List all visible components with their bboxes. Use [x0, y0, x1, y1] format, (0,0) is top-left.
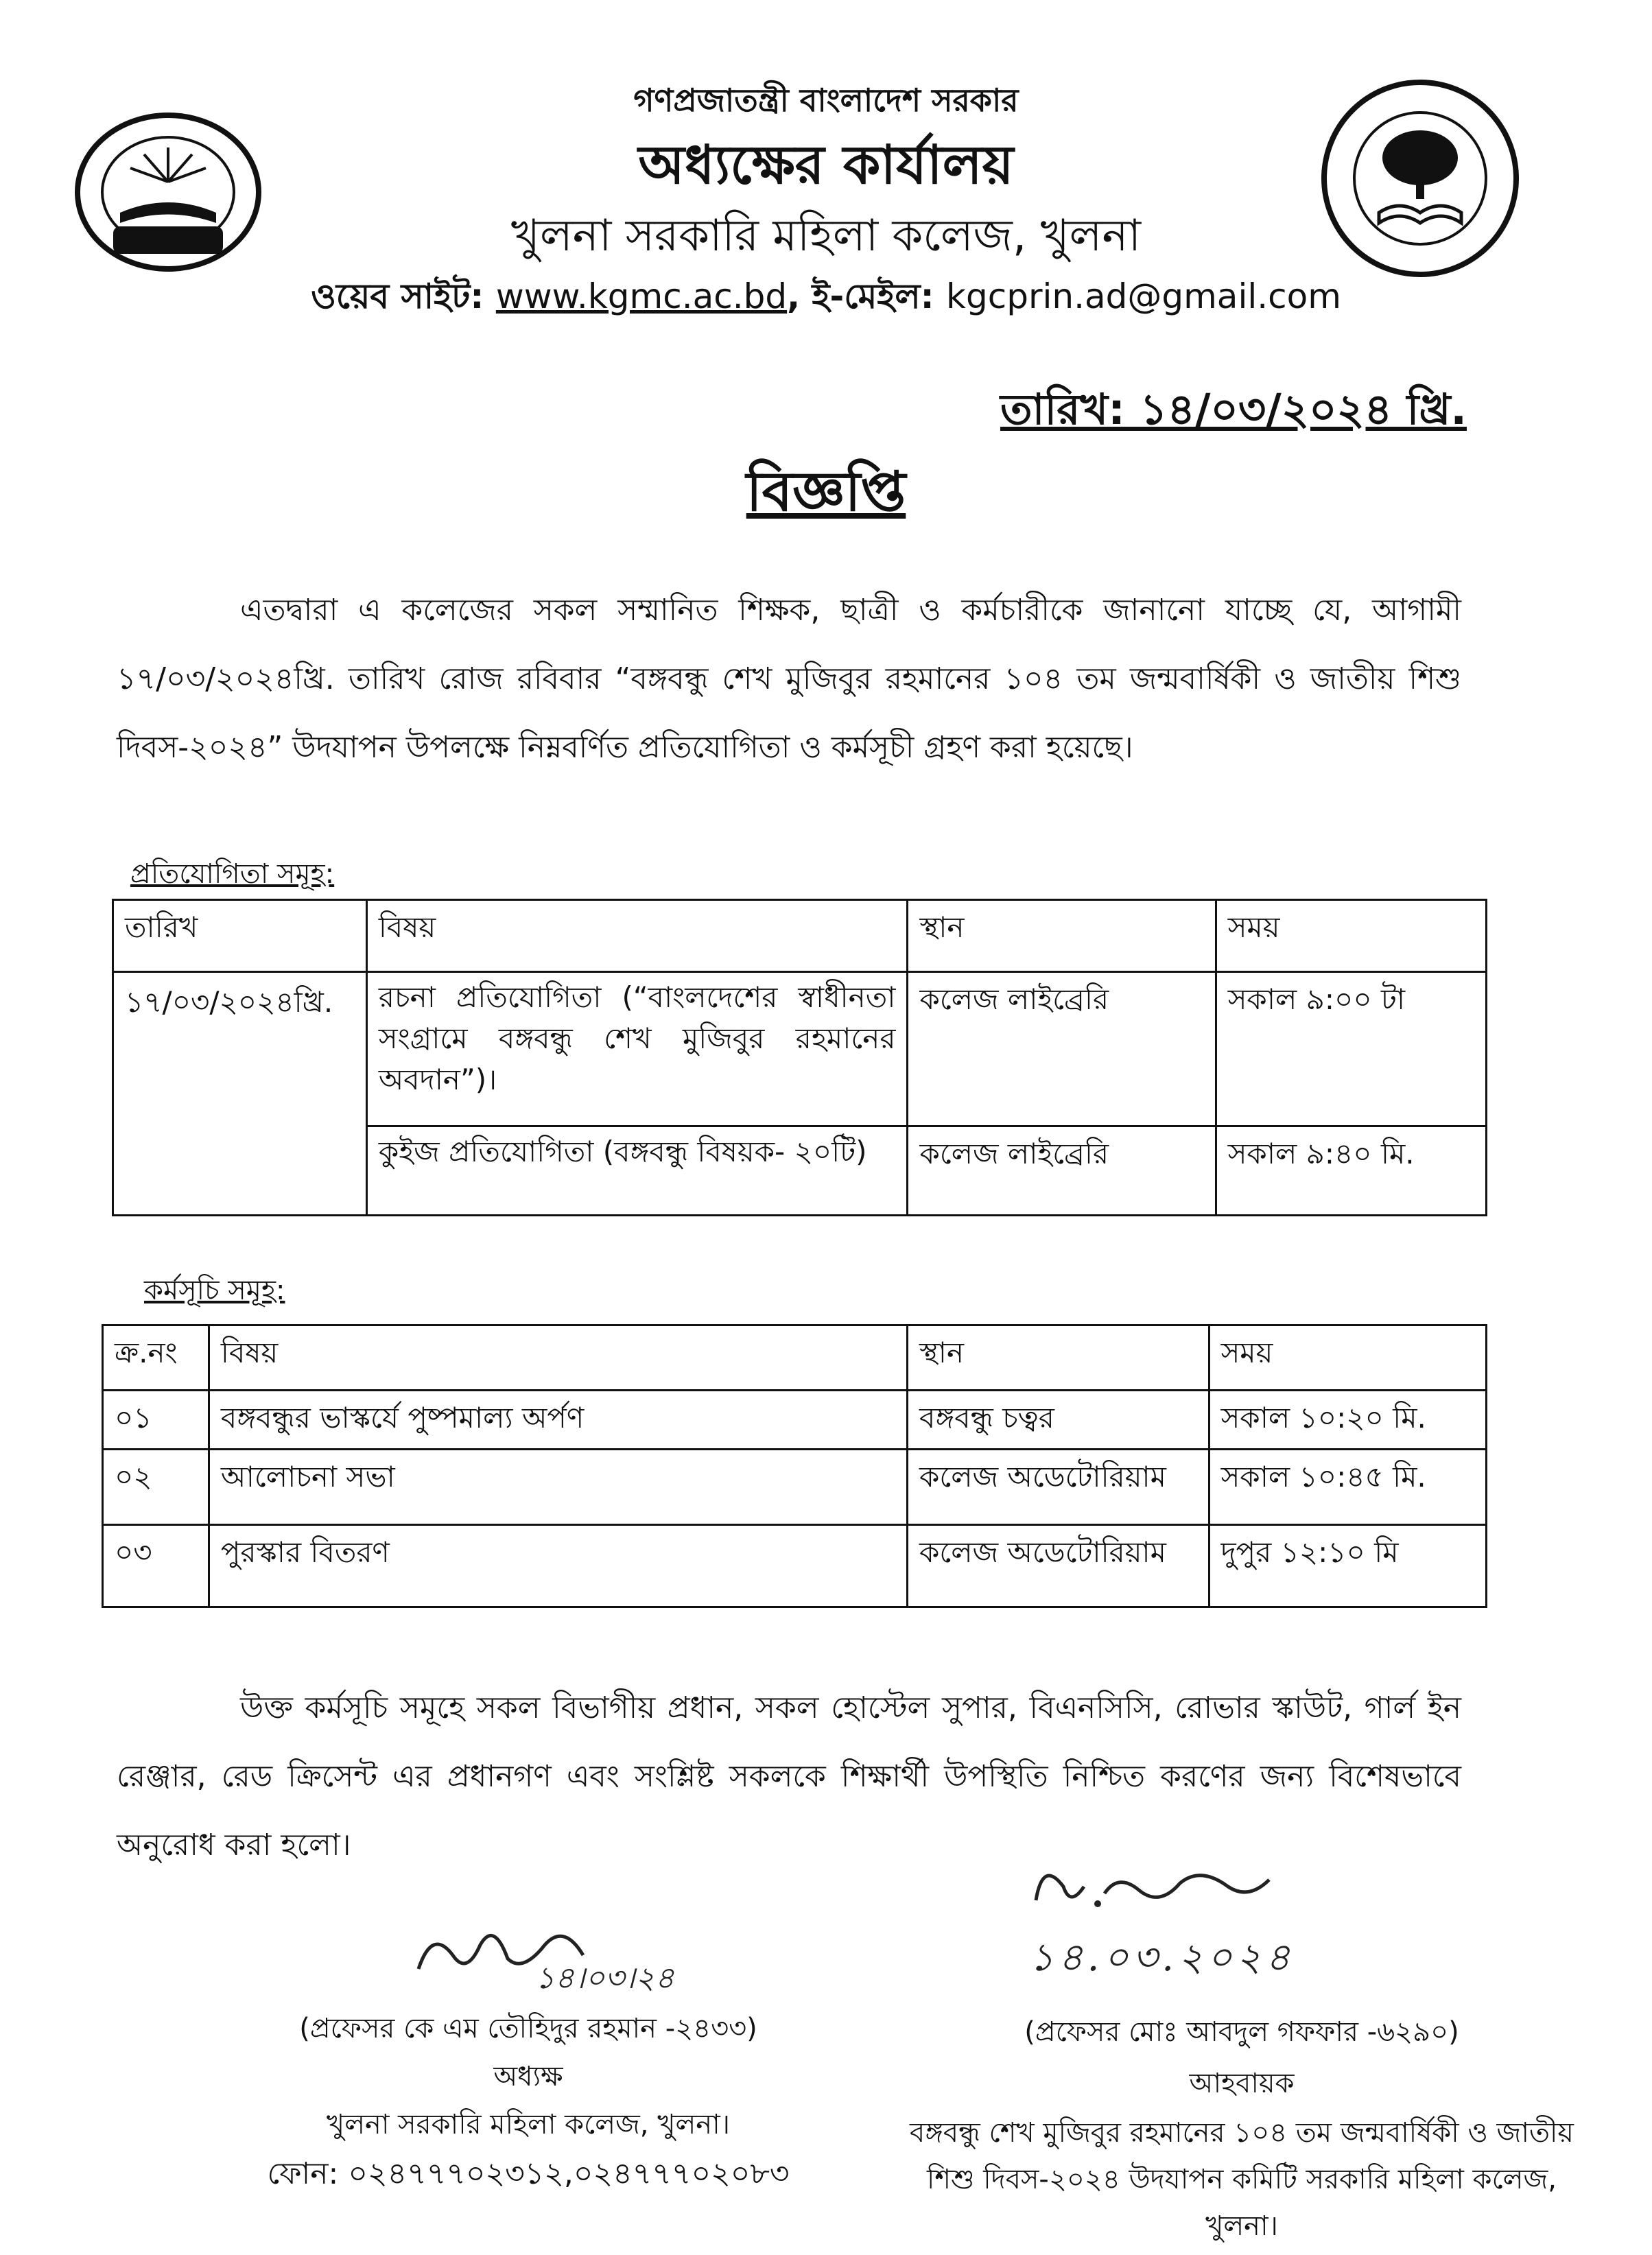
program-time: সকাল ১০:২০ মি.: [1209, 1391, 1486, 1450]
header-cell: ক্র.নং: [103, 1325, 209, 1391]
competition-place: কলেজ লাইব্রেরি: [908, 972, 1216, 1126]
website-label: ওয়েব সাইট:: [311, 276, 484, 316]
program-subject: বঙ্গবন্ধুর ভাস্কর্যে পুষ্পমাল্য অর্পণ: [209, 1391, 907, 1450]
convener-signature: [1022, 1852, 1317, 1928]
college-name: খুলনা সরকারি মহিলা কলেজ, খুলনা: [510, 211, 1142, 261]
principal-phone: ফোন: ০২৪৭৭৭০২৩১২,০২৪৭৭৭০২০৮৩: [267, 2156, 790, 2191]
header-cell: বিষয়: [366, 900, 908, 972]
program-time: সকাল ১০:৪৫ মি.: [1209, 1450, 1486, 1525]
competition-date: ১৭/০৩/২০২৪খ্রি.: [113, 972, 367, 1216]
contact-line: [0, 271, 1652, 328]
header-cell: সময়: [1216, 900, 1486, 972]
office-heading: অধ্যক্ষের কার্যালয়: [638, 134, 1014, 196]
table-header-row: [103, 1325, 1487, 1391]
principal-name: (প্রফেসর কে এম তৌহিদুর রহমান -২৪৩৩): [299, 2013, 757, 2044]
competition-time: সকাল ৯:০০ টা: [1216, 972, 1486, 1126]
programs-label: কর্মসূচি সমূহ:: [144, 1275, 285, 1306]
table-row: [103, 1391, 1487, 1450]
principal-signed-date: ১৪।০৩।২৪: [535, 1961, 674, 1996]
competition-subject: কুইজ প্রতিযোগিতা (বঙ্গবন্ধু বিষয়ক- ২০টি): [366, 1126, 908, 1216]
notice-date: তারিখ: ১৪/০৩/২০২৪ খ্রি.: [1000, 384, 1467, 434]
principal-college: খুলনা সরকারি মহিলা কলেজ, খুলনা।: [326, 2109, 731, 2140]
program-place: কলেজ অডেটোরিয়াম: [907, 1525, 1209, 1607]
table-row: [103, 1450, 1487, 1525]
program-no: ০১: [103, 1391, 209, 1450]
competition-subject: রচনা প্রতিযোগিতা (“বাংলদেশের স্বাধীনতা সংগ্রামে বঙ্গবন্ধু শেখ মুজিবুর রহমানের অবদান”)।: [366, 972, 908, 1126]
program-no: ০৩: [103, 1525, 209, 1607]
table-row: [103, 1525, 1487, 1607]
competitions-table: [112, 899, 1487, 1216]
program-subject: পুরস্কার বিতরণ: [209, 1525, 907, 1607]
notice-title: [0, 449, 1652, 541]
government-heading: গণপ্রজাতন্ত্রী বাংলাদেশ সরকার: [633, 82, 1019, 119]
table-row: [113, 972, 1487, 1126]
notice-title-text: বিজ্ঞপ্তি: [746, 460, 906, 523]
header-cell: স্থান: [908, 900, 1216, 972]
convener-name: (প্রফেসর মোঃ আবদুল গফফার -৬২৯০): [1024, 2016, 1459, 2048]
email-label: , ই-মেইল:: [787, 276, 934, 316]
principal-title: অধ্যক্ষ: [493, 2061, 563, 2092]
header-cell: স্থান: [907, 1325, 1209, 1391]
header-cell: তারিখ: [113, 900, 367, 972]
closing-paragraph: উক্ত কর্মসূচি সমূহে সকল বিভাগীয় প্রধান, সকল হোস্টেল সুপার, বিএনসিসি, রোভার স্কাউট, গার্ল ইন রেঞ্জার, রেড ক্রিসেন্ট এর প্রধানগণ এবং সংশ্লিষ্ট সকলকে শিক্ষার্থী উপস্থিতি নিশ্চিত করণের জন্য বিশেষভাবে অনুরোধ করা হলো।: [117, 1690, 1461, 1863]
program-no: ০২: [103, 1450, 209, 1525]
convener-signed-date: ১৪.০৩.২০২৪: [1029, 1935, 1295, 1980]
table-header-row: [113, 900, 1487, 972]
header-cell: সময়: [1209, 1325, 1486, 1391]
program-time: দুপুর ১২:১০ মি: [1209, 1525, 1486, 1607]
program-place: বঙ্গবন্ধু চত্বর: [907, 1391, 1209, 1450]
header-cell: বিষয়: [209, 1325, 907, 1391]
competition-place: কলেজ লাইব্রেরি: [908, 1126, 1216, 1216]
programs-table: [102, 1324, 1487, 1608]
convener-committee: বঙ্গবন্ধু শেখ মুজিবুর রহমানের ১০৪ তম জন্মবার্ষিকী ও জাতীয় শিশু দিবস-২০২৪ উদযাপন কমিটি সরকারি মহিলা কলেজ, খুলনা।: [910, 2117, 1574, 2242]
email-address[interactable]: kgcprin.ad@gmail.com: [946, 276, 1341, 316]
competition-time: সকাল ৯:৪০ মি.: [1216, 1126, 1486, 1216]
intro-paragraph: এতদ্বারা এ কলেজের সকল সম্মানিত শিক্ষক, ছাত্রী ও কর্মচারীকে জানানো যাচ্ছে যে, আগামী ১৭/০৩/২০২৪খ্রি. তারিখ রোজ রবিবার “বঙ্গবন্ধু শেখ মুজিবুর রহমানের ১০৪ তম জন্মবার্ষিকী ও জাতীয় শিশু দিবস-২০২৪” উদযাপন উপলক্ষে নিম্নবর্ণিত প্রতিযোগিতা ও কর্মসূচী গ্রহণ করা হয়েছে।: [117, 593, 1461, 765]
website-link[interactable]: www.kgmc.ac.bd: [495, 276, 788, 316]
program-subject: আলোচনা সভা: [209, 1450, 907, 1525]
convener-title: আহবায়ক: [1189, 2068, 1295, 2099]
competitions-label: প্রতিযোগিতা সমূহ:: [130, 858, 335, 890]
program-place: কলেজ অডেটোরিয়াম: [907, 1450, 1209, 1525]
